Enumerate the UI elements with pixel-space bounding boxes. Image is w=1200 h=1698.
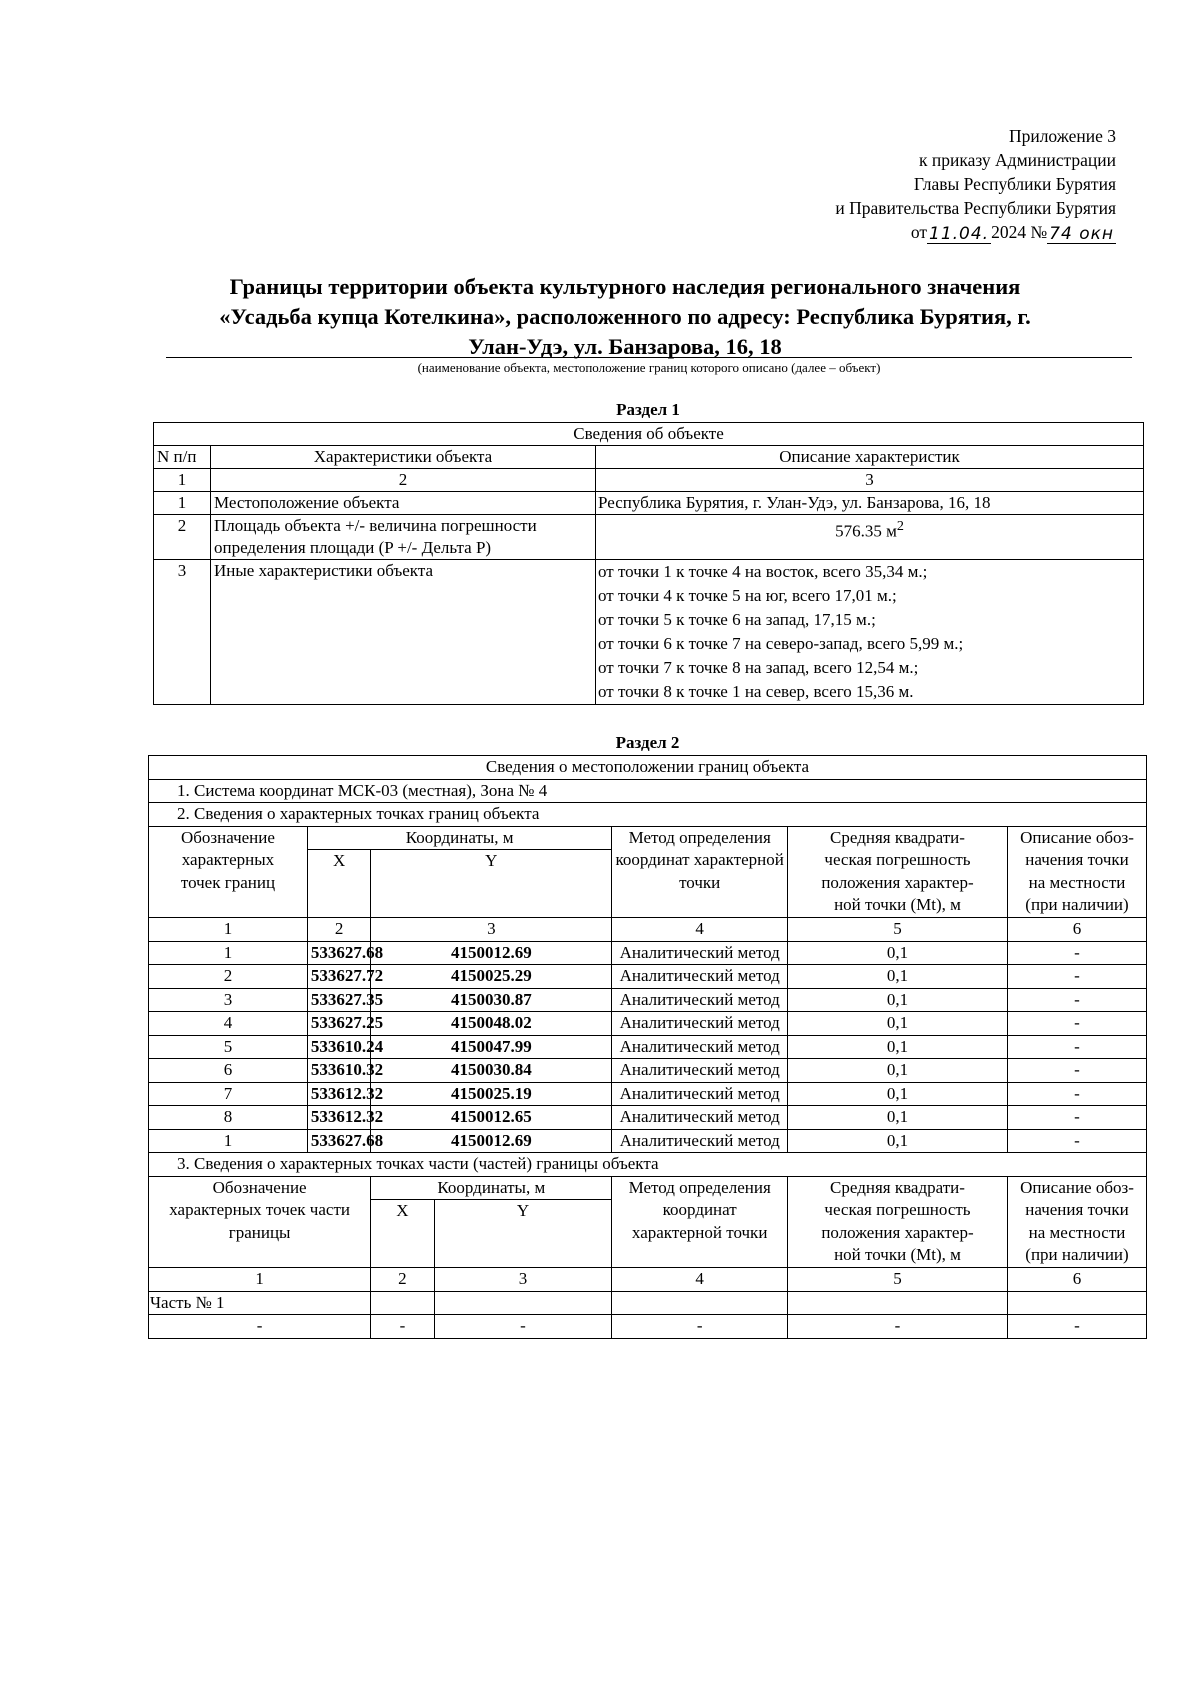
- column-number: 2: [307, 918, 370, 942]
- point-description: -: [1008, 1012, 1147, 1036]
- point-description: -: [1008, 1129, 1147, 1153]
- point-x: 533627.72: [307, 965, 370, 989]
- empty-cell: [787, 1291, 1007, 1315]
- method-header: [612, 826, 788, 918]
- section1-label: Раздел 1: [616, 400, 680, 419]
- boundary-location-table: [148, 755, 1147, 1339]
- point-y: 4150012.69: [371, 941, 612, 965]
- point-accuracy: 0,1: [787, 965, 1007, 989]
- table-row: [149, 988, 1147, 1012]
- point-x: 533627.35: [307, 988, 370, 1012]
- characteristic-desc: Республика Бурятия, г. Улан-Удэ, ул. Банзарова, 16, 18: [596, 492, 1144, 515]
- header-line: границы: [228, 1222, 291, 1242]
- header-cell: Описание характеристик: [596, 446, 1144, 469]
- column-number-row: [149, 1268, 1147, 1292]
- point-x: 533612.32: [307, 1082, 370, 1106]
- section2-label: Раздел 2: [615, 733, 680, 752]
- column-number-row: [149, 918, 1147, 942]
- handwritten-date: 11.04.: [929, 224, 990, 244]
- column-number: 4: [612, 1268, 788, 1292]
- parts-title-row: [149, 1153, 1147, 1177]
- accuracy-header: [787, 1176, 1007, 1268]
- part-data-row: [149, 1315, 1147, 1339]
- x-header: X: [371, 1200, 434, 1268]
- appendix-line: к приказу Администрации: [919, 150, 1116, 170]
- header-line: начения точки: [1025, 1200, 1129, 1219]
- coord-system: 1. Система координат МСК-03 (местная), Зона № 4: [149, 779, 1147, 803]
- point-y: 4150025.29: [371, 965, 612, 989]
- part-label-row: [149, 1291, 1147, 1315]
- table-title-row: [154, 423, 1144, 446]
- desc-line: от точки 5 к точке 6 на запад, 17,15 м.;: [598, 610, 876, 629]
- point-id: 2: [149, 965, 308, 989]
- description-header: [1008, 826, 1147, 918]
- row-number: 1: [154, 492, 211, 515]
- point-description: -: [1008, 1106, 1147, 1130]
- part-cell: -: [787, 1315, 1007, 1339]
- name-line: определения площади (P +/- Дельта P): [214, 538, 492, 557]
- table-row: [149, 965, 1147, 989]
- designation-header: [149, 826, 308, 918]
- column-number: 1: [149, 1268, 371, 1292]
- area-value: 576.35 м: [835, 521, 897, 541]
- point-method: Аналитический метод: [612, 965, 788, 989]
- designation-header: [149, 1176, 371, 1268]
- column-number: 1: [154, 469, 211, 492]
- point-accuracy: 0,1: [787, 941, 1007, 965]
- title-line: «Усадьба купца Котелкина», расположенного по адресу: Республика Бурятия, г.: [219, 304, 1031, 329]
- column-number: 5: [787, 1268, 1007, 1292]
- points-title: 2. Сведения о характерных точках границ объекта: [149, 803, 1147, 827]
- point-description: -: [1008, 1082, 1147, 1106]
- point-x: 533627.68: [307, 1129, 370, 1153]
- point-id: 5: [149, 1035, 308, 1059]
- date-year-num: 2024 №: [991, 222, 1048, 242]
- points-title-row: [149, 803, 1147, 827]
- header-line: ческая погрешность: [824, 1200, 971, 1219]
- point-y: 4150012.69: [371, 1129, 612, 1153]
- header-line: начения точки: [1025, 850, 1129, 869]
- appendix-header: [835, 124, 1116, 244]
- empty-cell: [371, 1291, 434, 1315]
- header-line: характерных точек части: [169, 1200, 350, 1219]
- header-line: Метод определения: [628, 1177, 771, 1197]
- characteristic-desc: [596, 560, 1144, 705]
- point-method: Аналитический метод: [612, 1082, 788, 1106]
- header-line: Описание обоз-: [1020, 1177, 1134, 1197]
- column-number: 2: [371, 1268, 434, 1292]
- column-number: 3: [596, 469, 1144, 492]
- header-cell: N п/п: [154, 446, 211, 469]
- point-accuracy: 0,1: [787, 1012, 1007, 1036]
- header-line: (при наличии): [1025, 895, 1129, 914]
- table-row: [154, 492, 1144, 515]
- point-y: 4150047.99: [371, 1035, 612, 1059]
- area-unit-superscript: 2: [896, 518, 904, 534]
- column-number: 6: [1008, 918, 1147, 942]
- empty-cell: [1008, 1291, 1147, 1315]
- empty-cell: [434, 1291, 612, 1315]
- point-id: 6: [149, 1059, 308, 1083]
- point-description: -: [1008, 988, 1147, 1012]
- part-cell: -: [612, 1315, 788, 1339]
- header-line: на местности: [1028, 1222, 1126, 1242]
- characteristic-name: Местоположение объекта: [211, 492, 596, 515]
- header-row: [149, 826, 1147, 850]
- point-id: 8: [149, 1106, 308, 1130]
- column-number: 3: [371, 918, 612, 942]
- header-line: ческая погрешность: [824, 850, 971, 869]
- header-line: Обозначение: [212, 1177, 307, 1197]
- header-line: положения характер-: [821, 1222, 974, 1242]
- column-number: 1: [149, 918, 308, 942]
- point-x: 533610.32: [307, 1059, 370, 1083]
- header-line: Средняя квадрати-: [830, 1177, 965, 1197]
- coords-header: Координаты, м: [307, 826, 611, 850]
- point-x: 533612.32: [307, 1106, 370, 1130]
- point-id: 4: [149, 1012, 308, 1036]
- column-number: 6: [1008, 1268, 1147, 1292]
- desc-line: от точки 6 к точке 7 на северо-запад, всего 5,99 м.;: [598, 634, 964, 653]
- desc-line: от точки 4 к точке 5 на юг, всего 17,01 м.;: [598, 586, 897, 605]
- point-description: -: [1008, 1035, 1147, 1059]
- header-line: Обозначение: [180, 827, 275, 847]
- appendix-line: Приложение 3: [1008, 126, 1116, 146]
- characteristic-name: [211, 515, 596, 560]
- table-title-row: [149, 756, 1147, 780]
- point-accuracy: 0,1: [787, 988, 1007, 1012]
- point-y: 4150030.87: [371, 988, 612, 1012]
- table-row: [149, 1059, 1147, 1083]
- point-accuracy: 0,1: [787, 1129, 1007, 1153]
- point-y: 4150030.84: [371, 1059, 612, 1083]
- part-cell: -: [149, 1315, 371, 1339]
- header-line: точки: [679, 872, 721, 892]
- point-accuracy: 0,1: [787, 1035, 1007, 1059]
- coords-header: Координаты, м: [371, 1176, 612, 1200]
- header-line: (при наличии): [1025, 1245, 1129, 1264]
- header-line: Средняя квадрати-: [830, 827, 965, 847]
- table-title: Сведения об объекте: [154, 423, 1144, 446]
- table-row: [149, 1035, 1147, 1059]
- characteristic-name: Иные характеристики объекта: [211, 560, 596, 705]
- point-method: Аналитический метод: [612, 1035, 788, 1059]
- table-row: [149, 1106, 1147, 1130]
- empty-cell: [612, 1291, 788, 1315]
- part-cell: -: [434, 1315, 612, 1339]
- header-line: положения характер-: [821, 872, 974, 892]
- point-method: Аналитический метод: [612, 1129, 788, 1153]
- table-row: [149, 1082, 1147, 1106]
- point-method: Аналитический метод: [612, 1012, 788, 1036]
- method-header: [612, 1176, 788, 1268]
- header-line: Метод определения: [628, 827, 771, 847]
- point-method: Аналитический метод: [612, 988, 788, 1012]
- point-id: 1: [149, 1129, 308, 1153]
- document-title: [160, 272, 1090, 362]
- column-number-row: [154, 469, 1144, 492]
- point-id: 3: [149, 988, 308, 1012]
- row-number: 3: [154, 560, 211, 705]
- point-accuracy: 0,1: [787, 1106, 1007, 1130]
- table-row: [149, 1012, 1147, 1036]
- name-line: Площадь объекта +/- величина погрешности: [214, 516, 537, 535]
- table-row: [149, 941, 1147, 965]
- table-row: [154, 560, 1144, 705]
- point-description: -: [1008, 941, 1147, 965]
- header-line: точек границ: [180, 872, 276, 892]
- desc-line: от точки 1 к точке 4 на восток, всего 35,34 м.;: [598, 562, 928, 581]
- order-date-number: [911, 220, 1116, 244]
- column-number: 4: [612, 918, 788, 942]
- header-row: [149, 1176, 1147, 1200]
- point-id: 1: [149, 941, 308, 965]
- title-underline: [166, 357, 1132, 358]
- part-cell: -: [1008, 1315, 1147, 1339]
- table-title: Сведения о местоположении границ объекта: [149, 756, 1147, 780]
- desc-line: от точки 8 к точке 1 на север, всего 15,36 м.: [598, 682, 914, 701]
- part-cell: -: [371, 1315, 434, 1339]
- area-value-cell: [596, 515, 1144, 560]
- point-y: 4150048.02: [371, 1012, 612, 1036]
- header-line: на местности: [1028, 872, 1126, 892]
- header-line: координат характерной: [615, 850, 784, 869]
- description-header: [1008, 1176, 1147, 1268]
- table-row: [149, 1129, 1147, 1153]
- title-caption: (наименование объекта, местоположение границ которого описано (далее – объект): [417, 360, 881, 375]
- point-method: Аналитический метод: [612, 1106, 788, 1130]
- points-body: [149, 941, 1147, 1153]
- point-x: 533627.25: [307, 1012, 370, 1036]
- point-accuracy: 0,1: [787, 1082, 1007, 1106]
- header-line: координат: [662, 1200, 737, 1219]
- point-y: 4150025.19: [371, 1082, 612, 1106]
- row-number: 2: [154, 515, 211, 560]
- parts-title: 3. Сведения о характерных точках части (частей) границы объекта: [149, 1153, 1147, 1177]
- header-row: [154, 446, 1144, 469]
- column-number: 5: [787, 918, 1007, 942]
- point-description: -: [1008, 965, 1147, 989]
- point-x: 533627.68: [307, 941, 370, 965]
- point-method: Аналитический метод: [612, 1059, 788, 1083]
- y-header: Y: [371, 850, 612, 918]
- title-line: Границы территории объекта культурного наследия регионального значения: [229, 274, 1021, 299]
- header-line: характерной точки: [631, 1222, 768, 1242]
- table-row: [154, 515, 1144, 560]
- header-line: Описание обоз-: [1020, 827, 1134, 847]
- column-number: 3: [434, 1268, 612, 1292]
- header-line: характерных: [181, 850, 275, 869]
- coord-system-row: [149, 779, 1147, 803]
- header-line: ной точки (Mt), м: [834, 895, 961, 914]
- column-number: 2: [211, 469, 596, 492]
- point-method: Аналитический метод: [612, 941, 788, 965]
- point-accuracy: 0,1: [787, 1059, 1007, 1083]
- x-header: X: [307, 850, 370, 918]
- point-x: 533610.24: [307, 1035, 370, 1059]
- object-info-table: [153, 422, 1144, 705]
- appendix-line: Главы Республики Бурятия: [913, 174, 1116, 194]
- desc-line: от точки 7 к точке 8 на запад, всего 12,54 м.;: [598, 658, 919, 677]
- point-y: 4150012.65: [371, 1106, 612, 1130]
- point-description: -: [1008, 1059, 1147, 1083]
- point-id: 7: [149, 1082, 308, 1106]
- appendix-line: и Правительства Республики Бурятия: [835, 198, 1116, 218]
- handwritten-number: 74 окн: [1049, 224, 1114, 244]
- date-prefix: от: [910, 222, 928, 242]
- header-line: ной точки (Mt), м: [834, 1245, 961, 1264]
- title-line: Улан-Удэ, ул. Банзарова, 16, 18: [468, 334, 782, 359]
- header-cell: Характеристики объекта: [211, 446, 596, 469]
- y-header: Y: [434, 1200, 612, 1268]
- accuracy-header: [787, 826, 1007, 918]
- part-label: Часть № 1: [149, 1291, 371, 1315]
